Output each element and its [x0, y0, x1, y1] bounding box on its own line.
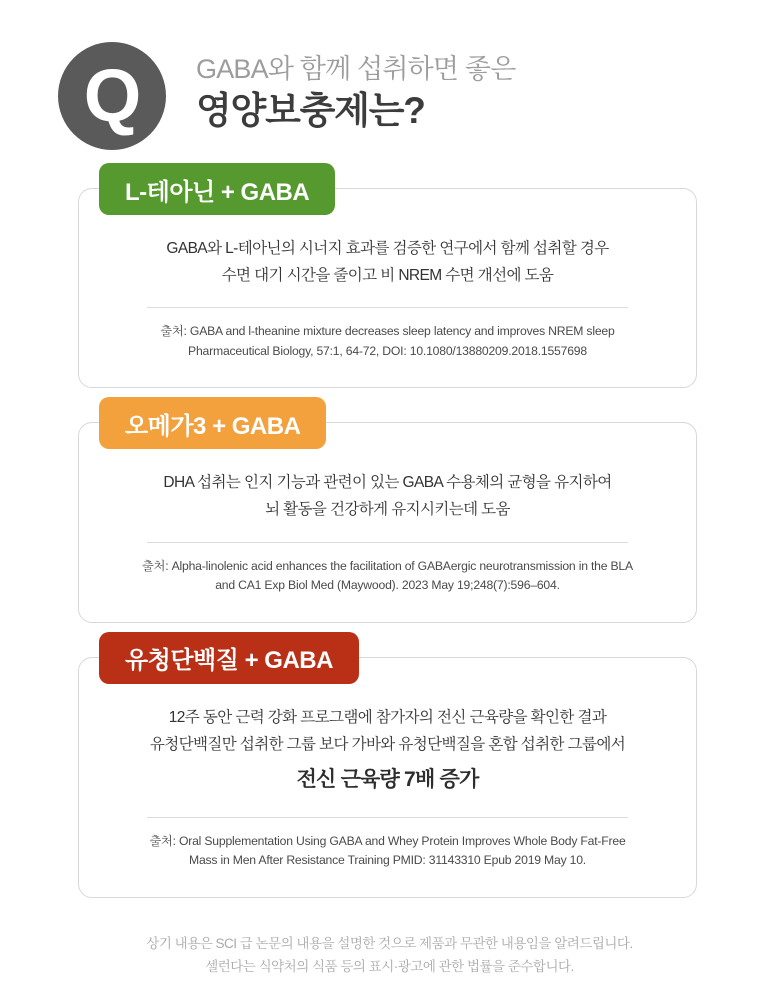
card-description-line: 유청단백질만 섭취한 그룹 보다 가바와 유청단백질을 혼합 섭취한 그룹에서: [149, 735, 626, 753]
footer-disclaimer: [0, 932, 779, 978]
footer-line: 상기 내용은 SCI 급 논문의 내용을 설명한 것으로 제품과 무관한 내용임을 알려드립니다.: [146, 935, 633, 951]
supplement-card: [78, 647, 697, 898]
card-description: [103, 704, 672, 799]
card-description-line: 뇌 활동을 건강하게 유지시키는데 도움: [265, 501, 510, 519]
card-source-line: 출처: GABA and l-theanine mixture decreases sleep latency and improves NREM sleep: [160, 324, 615, 339]
card-description: [103, 235, 672, 289]
card-description: [103, 469, 672, 523]
card-source-line: 출처: Alpha-linolenic acid enhances the facilitation of GABAergic neurotransmission in the BLA: [142, 558, 633, 573]
card-description-line: 12주 동안 근력 강화 프로그램에 참가자의 전신 근육량을 확인한 결과: [168, 708, 607, 726]
card-divider: [147, 542, 628, 543]
card-source-line: Pharmaceutical Biology, 57:1, 64-72, DOI: 10.1080/13880209.2018.1557698: [188, 343, 587, 358]
card-title-badge: 오메가3 + GABA: [99, 397, 326, 449]
header-subtitle: GABA와 함께 섭취하면 좋은: [196, 53, 516, 84]
supplement-card: [78, 178, 697, 388]
card-body: [103, 469, 672, 595]
card-divider: [147, 307, 628, 308]
card-description-line: GABA와 L-테아닌의 시너지 효과를 검증한 연구에서 함께 섭취할 경우: [166, 240, 609, 257]
card-divider: [147, 817, 628, 818]
card-source: [103, 322, 672, 361]
card-source: [103, 832, 672, 871]
card-source-line: and CA1 Exp Biol Med (Maywood). 2023 May 19;248(7):596–604.: [215, 578, 560, 593]
header-text-block: [196, 53, 515, 140]
card-description-line: DHA 섭취는 인지 기능과 관련이 있는 GABA 수용체의 균형을 유지하여: [163, 474, 612, 492]
footer-line: 셀런다는 식약처의 식품 등의 표시·광고에 관한 법률을 준수합니다.: [205, 958, 574, 974]
page-header: [0, 0, 779, 150]
card-description-line: 수면 대기 시간을 줄이고 비 NREM 수면 개선에 도움: [221, 267, 554, 285]
page-title: 영양보충제는?: [196, 90, 425, 132]
card-title-badge: 유청단백질 + GABA: [99, 632, 359, 684]
card-body: [103, 704, 672, 871]
supplement-card: [78, 412, 697, 622]
card-title-badge: L-테아닌 + GABA: [99, 163, 335, 215]
question-badge-icon: Q: [58, 42, 166, 150]
supplement-card-list: [0, 178, 779, 898]
card-body: [103, 235, 672, 361]
card-source: [103, 557, 672, 596]
card-description-highlight: 전신 근육량 7배 증가: [296, 767, 479, 791]
card-source-line: Mass in Men After Resistance Training PMID: 31143310 Epub 2019 May 10.: [189, 853, 586, 868]
card-source-line: 출처: Oral Supplementation Using GABA and Whey Protein Improves Whole Body Fat-Free: [149, 833, 626, 848]
